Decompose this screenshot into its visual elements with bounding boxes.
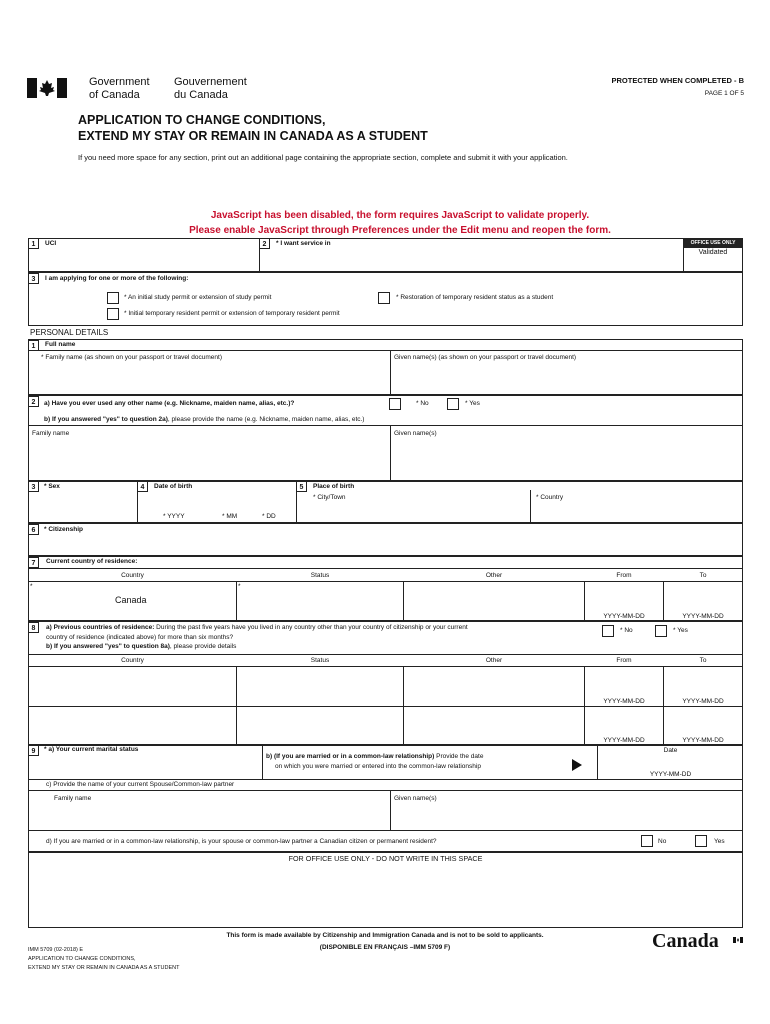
dob-month-label: * MM (222, 513, 238, 520)
pd-q9-number: 9 (28, 745, 39, 756)
trp-label: * Initial temporary resident permit or extension of temporary resident permit (124, 310, 340, 317)
spouse-citizen-yes-checkbox[interactable] (695, 835, 707, 847)
gov-fr-line2: du Canada (174, 89, 228, 101)
pob-city-input[interactable] (298, 503, 528, 521)
footer-title-line2: EXTEND MY STAY OR REMAIN IN CANADA AS A STUDENT (28, 965, 180, 971)
spouse-citizen-no-checkbox[interactable] (641, 835, 653, 847)
residence-country-select[interactable]: Canada (115, 595, 147, 605)
pob-label: Place of birth (313, 483, 355, 490)
spouse-citizen-no-label: No (658, 838, 667, 845)
footer-french: (DISPONIBLE EN FRANÇAIS –IMM 5709 F) (319, 944, 451, 951)
other-names-no-label: * No (416, 400, 429, 407)
citizenship-select[interactable] (29, 536, 741, 555)
office-use-value: Validated (698, 249, 728, 256)
dob-label: Date of birth (154, 483, 193, 490)
office-use-only-label: FOR OFFICE USE ONLY - DO NOT WRITE IN THIS SPACE (288, 854, 483, 863)
spouse-family-name-input[interactable] (30, 805, 388, 829)
col-to-header: To (699, 572, 707, 579)
office-use-only-box (28, 852, 743, 928)
col-from-header: From (616, 572, 632, 579)
residence-other-input[interactable] (406, 590, 582, 616)
other-names-yes-checkbox[interactable] (447, 398, 459, 410)
full-name-label: Full name (45, 341, 76, 348)
footer-title-line1: APPLICATION TO CHANGE CONDITIONS, (28, 956, 136, 962)
previous-residence-no-label: * No (620, 627, 633, 634)
residence-from-input[interactable]: YYYY-MM-DD (603, 613, 645, 620)
personal-details-heading: PERSONAL DETAILS (30, 328, 109, 337)
previous-residence-bold: a) Previous countries of residence: (46, 624, 155, 631)
marriage-date-label: Date (663, 747, 678, 754)
other-family-name-input[interactable] (29, 440, 389, 480)
prev-row2-country[interactable] (30, 708, 234, 744)
q2-number: 2 (259, 238, 270, 249)
citizenship-label: * Citizenship (44, 526, 84, 533)
col-status-header: Status (310, 572, 330, 579)
pob-country-label: * Country (536, 494, 564, 501)
other-names-no-checkbox[interactable] (389, 398, 401, 410)
uci-field[interactable] (28, 238, 260, 272)
gov-en-wordmark (89, 76, 150, 102)
arrow-right-icon (572, 758, 582, 776)
family-name-input[interactable] (29, 364, 389, 394)
other-family-name-label: Family name (32, 430, 70, 437)
footer-note: This form is made available by Citizenship and Immigration Canada and is not to be sold to applicants. (226, 932, 544, 939)
spouse-name-question: c) Provide the name of your current Spouse/Common-law partner (46, 781, 235, 788)
marriage-date-line2: on which you were married or entered into the common-law relationship (275, 763, 481, 770)
marital-status-label: * a) Your current marital status (44, 746, 139, 753)
sex-label: * Sex (44, 483, 60, 490)
service-language-label: * I want service in (276, 240, 331, 247)
page-number: PAGE 1 OF 5 (704, 90, 744, 97)
prev-col-status-header: Status (310, 657, 330, 664)
marriage-date-bold: b) (If you are married or in a common-law relationship) (266, 753, 435, 760)
prev-row1-to[interactable]: YYYY-MM-DD (682, 698, 724, 705)
pd-q5-number: 5 (296, 481, 307, 492)
prev-row2-from[interactable]: YYYY-MM-DD (603, 737, 645, 744)
previous-residence-followup-bold: b) If you answered "yes" to question 8a) (46, 643, 170, 650)
footer-form-info (28, 946, 180, 973)
col-other-header: Other (485, 572, 503, 579)
previous-residence-rest: During the past five years have you lived in any country other than your country of citizenship or your current (154, 624, 468, 631)
prev-col-to-header: To (699, 657, 707, 664)
previous-residence-question (46, 623, 586, 652)
prev-row1-country[interactable] (30, 668, 234, 704)
js-warning-line2: Please enable JavaScript through Preferences under the Edit menu and reopen the form. (189, 225, 611, 236)
pd-q3-number: 3 (28, 481, 39, 492)
other-names-yes-label: * Yes (465, 400, 480, 407)
gov-en-line2: of Canada (89, 89, 140, 101)
study-permit-label: * An initial study permit or extension of study permit (124, 294, 272, 301)
application-type-label: I am applying for one or more of the following: (45, 275, 189, 282)
gov-fr-line1: Gouvernement (174, 76, 247, 88)
col-country-header: Country (121, 572, 144, 579)
previous-residence-yes-checkbox[interactable] (655, 625, 667, 637)
previous-residence-no-checkbox[interactable] (602, 625, 614, 637)
gov-fr-wordmark (174, 76, 247, 102)
spouse-given-name-label: Given name(s) (394, 795, 437, 802)
canada-wordmark-text: Canada (652, 930, 719, 952)
previous-residence-yes-label: * Yes (673, 627, 688, 634)
js-warning (100, 208, 700, 238)
family-name-label: * Family name (as shown on your passport or travel document) (41, 354, 222, 361)
sex-select[interactable] (29, 493, 136, 521)
spouse-citizen-yes-label: Yes (714, 838, 725, 845)
other-names-followup-bold: b) If you answered "yes" to question 2a) (44, 416, 168, 423)
prev-col-country-header: Country (121, 657, 144, 664)
form-title-line2: EXTEND MY STAY OR REMAIN IN CANADA AS A STUDENT (78, 129, 428, 143)
residence-status-required: * (238, 583, 241, 590)
footer-form-code: IMM 5709 (02-2018) E (28, 947, 84, 953)
uci-label: UCI (45, 240, 57, 247)
other-names-followup-rest: , please provide the name (e.g. Nickname, maiden name, alias, etc.) (167, 416, 365, 423)
marriage-date-rest: Provide the date (434, 753, 484, 760)
q3-number: 3 (28, 273, 39, 284)
spouse-family-name-label: Family name (54, 795, 92, 802)
pd-q2-number: 2 (28, 396, 39, 407)
q1-number: 1 (28, 238, 39, 249)
dob-year-label: * YYYY (163, 513, 185, 520)
study-permit-checkbox[interactable] (107, 292, 119, 304)
pd-q6-number: 6 (28, 524, 39, 535)
current-residence-label: Current country of residence: (46, 558, 138, 565)
prev-row1-from[interactable]: YYYY-MM-DD (603, 698, 645, 705)
js-warning-line1: JavaScript has been disabled, the form requires JavaScript to validate properly. (210, 210, 590, 221)
given-name-label: Given name(s) (as shown on your passport or travel document) (394, 354, 577, 361)
other-names-followup (44, 416, 364, 423)
dob-day-label: * DD (262, 513, 276, 520)
wordmark-flag-icon (733, 930, 743, 948)
prev-col-from-header: From (616, 657, 632, 664)
gov-en-line1: Government (89, 76, 150, 88)
trp-checkbox[interactable] (107, 308, 119, 320)
instructions: If you need more space for any section, print out an additional page containing the appropriate section, complete and submit it with your application. (78, 153, 568, 162)
restoration-checkbox[interactable] (378, 292, 390, 304)
previous-residence-followup-rest: , please provide details (169, 643, 237, 650)
prev-col-other-header: Other (485, 657, 503, 664)
other-given-name-label: Given name(s) (394, 430, 437, 437)
pd-q4-number: 4 (137, 481, 148, 492)
other-names-question: a) Have you ever used any other name (e.g. Nickname, maiden name, alias, etc.)? (44, 400, 295, 407)
canada-flag-logo (27, 78, 67, 98)
pob-country-select[interactable] (532, 503, 741, 521)
pob-city-label: * City/Town (313, 494, 346, 501)
form-title (78, 112, 428, 144)
marriage-date-input[interactable]: YYYY-MM-DD (649, 771, 692, 778)
previous-residence-line2: country of residence (indicated above) for more than six months? (46, 633, 234, 641)
pd-q8-number: 8 (28, 622, 39, 633)
pd-q7-number: 7 (28, 557, 39, 568)
residence-to-input[interactable]: YYYY-MM-DD (682, 613, 724, 620)
protected-label: PROTECTED WHEN COMPLETED - B (611, 76, 744, 85)
restoration-label: * Restoration of temporary resident status as a student (396, 294, 554, 301)
other-given-name-input[interactable] (391, 440, 741, 480)
dob-input[interactable] (138, 493, 295, 511)
given-name-input[interactable] (391, 364, 741, 394)
spouse-citizen-question: d) If you are married or in a common-law relationship, is your spouse or common-law partner a Canadian citizen or permanent resident? (46, 838, 437, 845)
prev-row2-to[interactable]: YYYY-MM-DD (682, 737, 724, 744)
marital-status-select[interactable] (30, 756, 260, 778)
form-title-line1: APPLICATION TO CHANGE CONDITIONS, (78, 113, 326, 127)
pd-q1-number: 1 (28, 340, 39, 351)
canada-wordmark (652, 930, 719, 953)
residence-country-required: * (30, 583, 33, 590)
marriage-date-question (266, 752, 483, 772)
office-use-label: OFFICE USE ONLY (684, 239, 742, 248)
residence-status-select[interactable] (240, 590, 400, 616)
spouse-given-name-input[interactable] (392, 805, 741, 829)
